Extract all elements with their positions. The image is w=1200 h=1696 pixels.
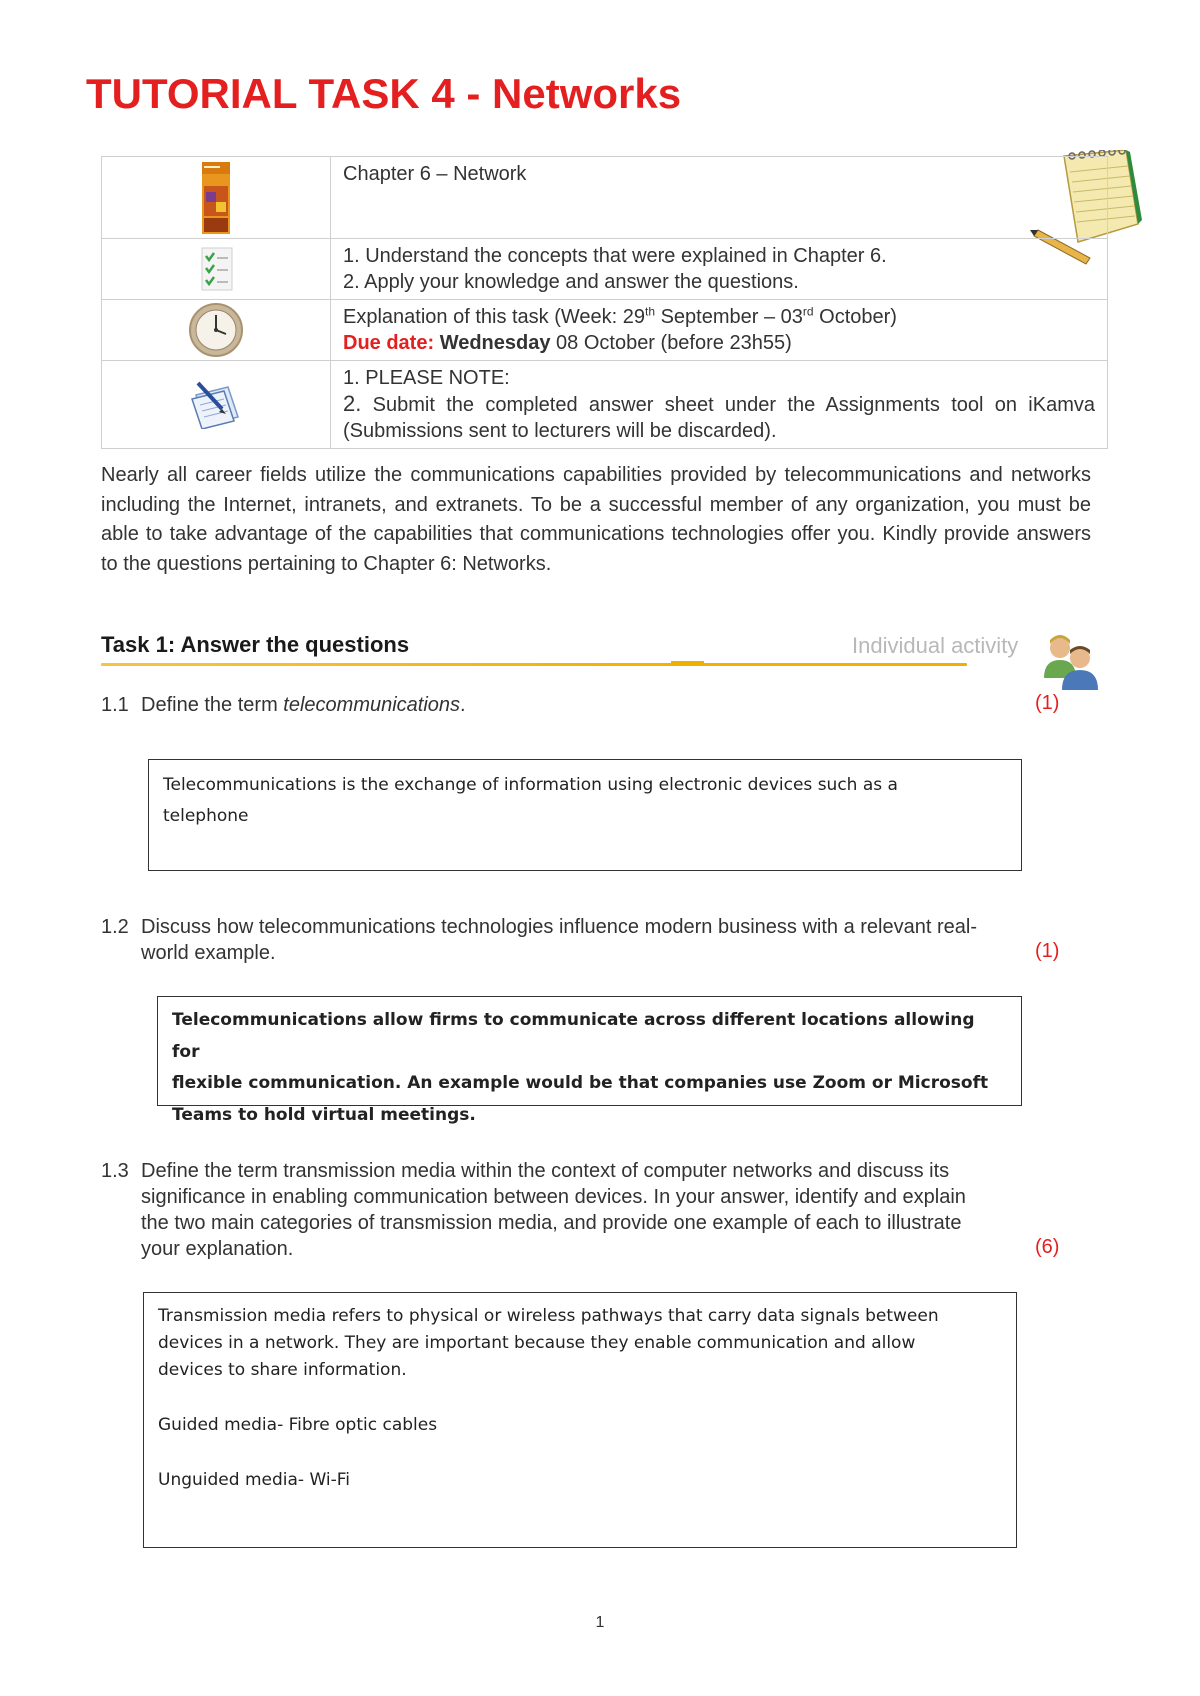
explanation-line bbox=[343, 304, 1095, 330]
question-text bbox=[141, 692, 466, 718]
answer-box-1-1[interactable] bbox=[148, 759, 1022, 871]
question-line: Define the term transmission media within the context of computer networks and discuss its bbox=[141, 1160, 950, 1182]
people-icon bbox=[1040, 630, 1098, 690]
question-line: significance in enabling communication between devices. In your answer, identify and explain bbox=[141, 1186, 966, 1208]
heading-rule bbox=[101, 663, 967, 666]
book-cover-icon bbox=[202, 162, 230, 234]
answer-line: Transmission media refers to physical or wireless pathways that carry data signals between bbox=[158, 1306, 939, 1326]
notes-pen-icon bbox=[188, 381, 244, 429]
note-2-num: 2. bbox=[343, 391, 362, 416]
answer-line: Unguided media- Wi-Fi bbox=[158, 1470, 350, 1490]
notes-cell bbox=[331, 361, 1108, 449]
question-text bbox=[141, 1158, 1101, 1262]
explanation-mid: September – 03 bbox=[655, 306, 803, 328]
question-1-3 bbox=[101, 1158, 1081, 1264]
explanation-sup-th: th bbox=[645, 304, 656, 319]
heading-rule-accent bbox=[671, 661, 704, 665]
marks-1-1: (1) bbox=[1035, 692, 1060, 714]
due-date-rest: 08 October (before 23h55) bbox=[550, 332, 792, 354]
question-number: 1.1 bbox=[101, 694, 129, 716]
question-text-italic: telecommunications bbox=[283, 694, 461, 716]
intro-paragraph: Nearly all career fields utilize the communications capabilities provided by telecommunications and networks including the Internet, intranets, and extranets. To be a successful member of any organization, you must be able to take advantage of the capabilities that communications technologies offer you. Kindly provide answers to the questions pertaining to Chapter 6: Networks. bbox=[101, 464, 1091, 575]
question-number: 1.2 bbox=[101, 916, 129, 938]
explanation-cell bbox=[331, 300, 1108, 361]
question-1-2 bbox=[101, 914, 1081, 968]
question-number: 1.3 bbox=[101, 1160, 129, 1182]
question-text-prefix: Define the term bbox=[141, 694, 284, 716]
answer-line: telephone bbox=[163, 806, 249, 826]
due-date-day: Wednesday bbox=[439, 332, 551, 354]
answer-line: Telecommunications is the exchange of information using electronic devices such as a bbox=[163, 775, 898, 795]
objective-2: 2. Apply your knowledge and answer the questions. bbox=[343, 271, 799, 293]
question-text-suffix: . bbox=[460, 694, 466, 716]
task-info-table bbox=[101, 156, 1108, 449]
question-1-1 bbox=[101, 692, 1061, 720]
objectives-cell bbox=[331, 239, 1108, 300]
due-date-line bbox=[343, 330, 1095, 356]
task-heading: Task 1: Answer the questions bbox=[101, 632, 410, 657]
answer-line: Teams to hold virtual meetings. bbox=[172, 1104, 476, 1125]
objective-1: 1. Understand the concepts that were explained in Chapter 6. bbox=[343, 245, 887, 267]
answer-box-1-2[interactable] bbox=[157, 996, 1022, 1125]
note-1: 1. PLEASE NOTE: bbox=[343, 367, 510, 389]
answer-line: Telecommunications allow firms to communicate across different locations allowing for bbox=[172, 1010, 975, 1062]
marks-1-3: (6) bbox=[1035, 1236, 1060, 1258]
answer-line: flexible communication. An example would be that companies use Zoom or Microsoft bbox=[172, 1073, 989, 1093]
question-text bbox=[141, 914, 1101, 966]
note-2-text: Submit the completed answer sheet under the Assignments tool on iKamva (Submissions sent to lecturers will be discarded). bbox=[343, 394, 1095, 442]
answer-line: devices in a network. They are important because they enable communication and allow bbox=[158, 1333, 916, 1353]
due-date-label: Due date: bbox=[343, 332, 435, 354]
answer-box-1-3[interactable] bbox=[143, 1292, 1017, 1548]
marks-1-2: (1) bbox=[1035, 940, 1060, 962]
answer-line: devices to share information. bbox=[158, 1360, 407, 1380]
checklist-icon bbox=[196, 246, 236, 292]
page-title: TUTORIAL TASK 4 - Networks bbox=[86, 70, 682, 117]
explanation-prefix: Explanation of this task (Week: 29 bbox=[343, 306, 646, 328]
explanation-suffix: October) bbox=[813, 306, 897, 328]
explanation-sup-rd: rd bbox=[802, 304, 814, 319]
note-2 bbox=[343, 391, 1095, 444]
clock-icon bbox=[189, 303, 243, 357]
question-line: the two main categories of transmission media, and provide one example of each to illustrate bbox=[141, 1212, 962, 1234]
question-line: world example. bbox=[141, 942, 276, 964]
question-line: your explanation. bbox=[141, 1238, 294, 1260]
page-number: 1 bbox=[595, 1614, 605, 1631]
activity-label: Individual activity bbox=[852, 633, 1019, 658]
chapter-cell: Chapter 6 – Network bbox=[331, 157, 1108, 239]
question-line: Discuss how telecommunications technologies influence modern business with a relevant real- bbox=[141, 916, 977, 938]
answer-line: Guided media- Fibre optic cables bbox=[158, 1415, 438, 1435]
